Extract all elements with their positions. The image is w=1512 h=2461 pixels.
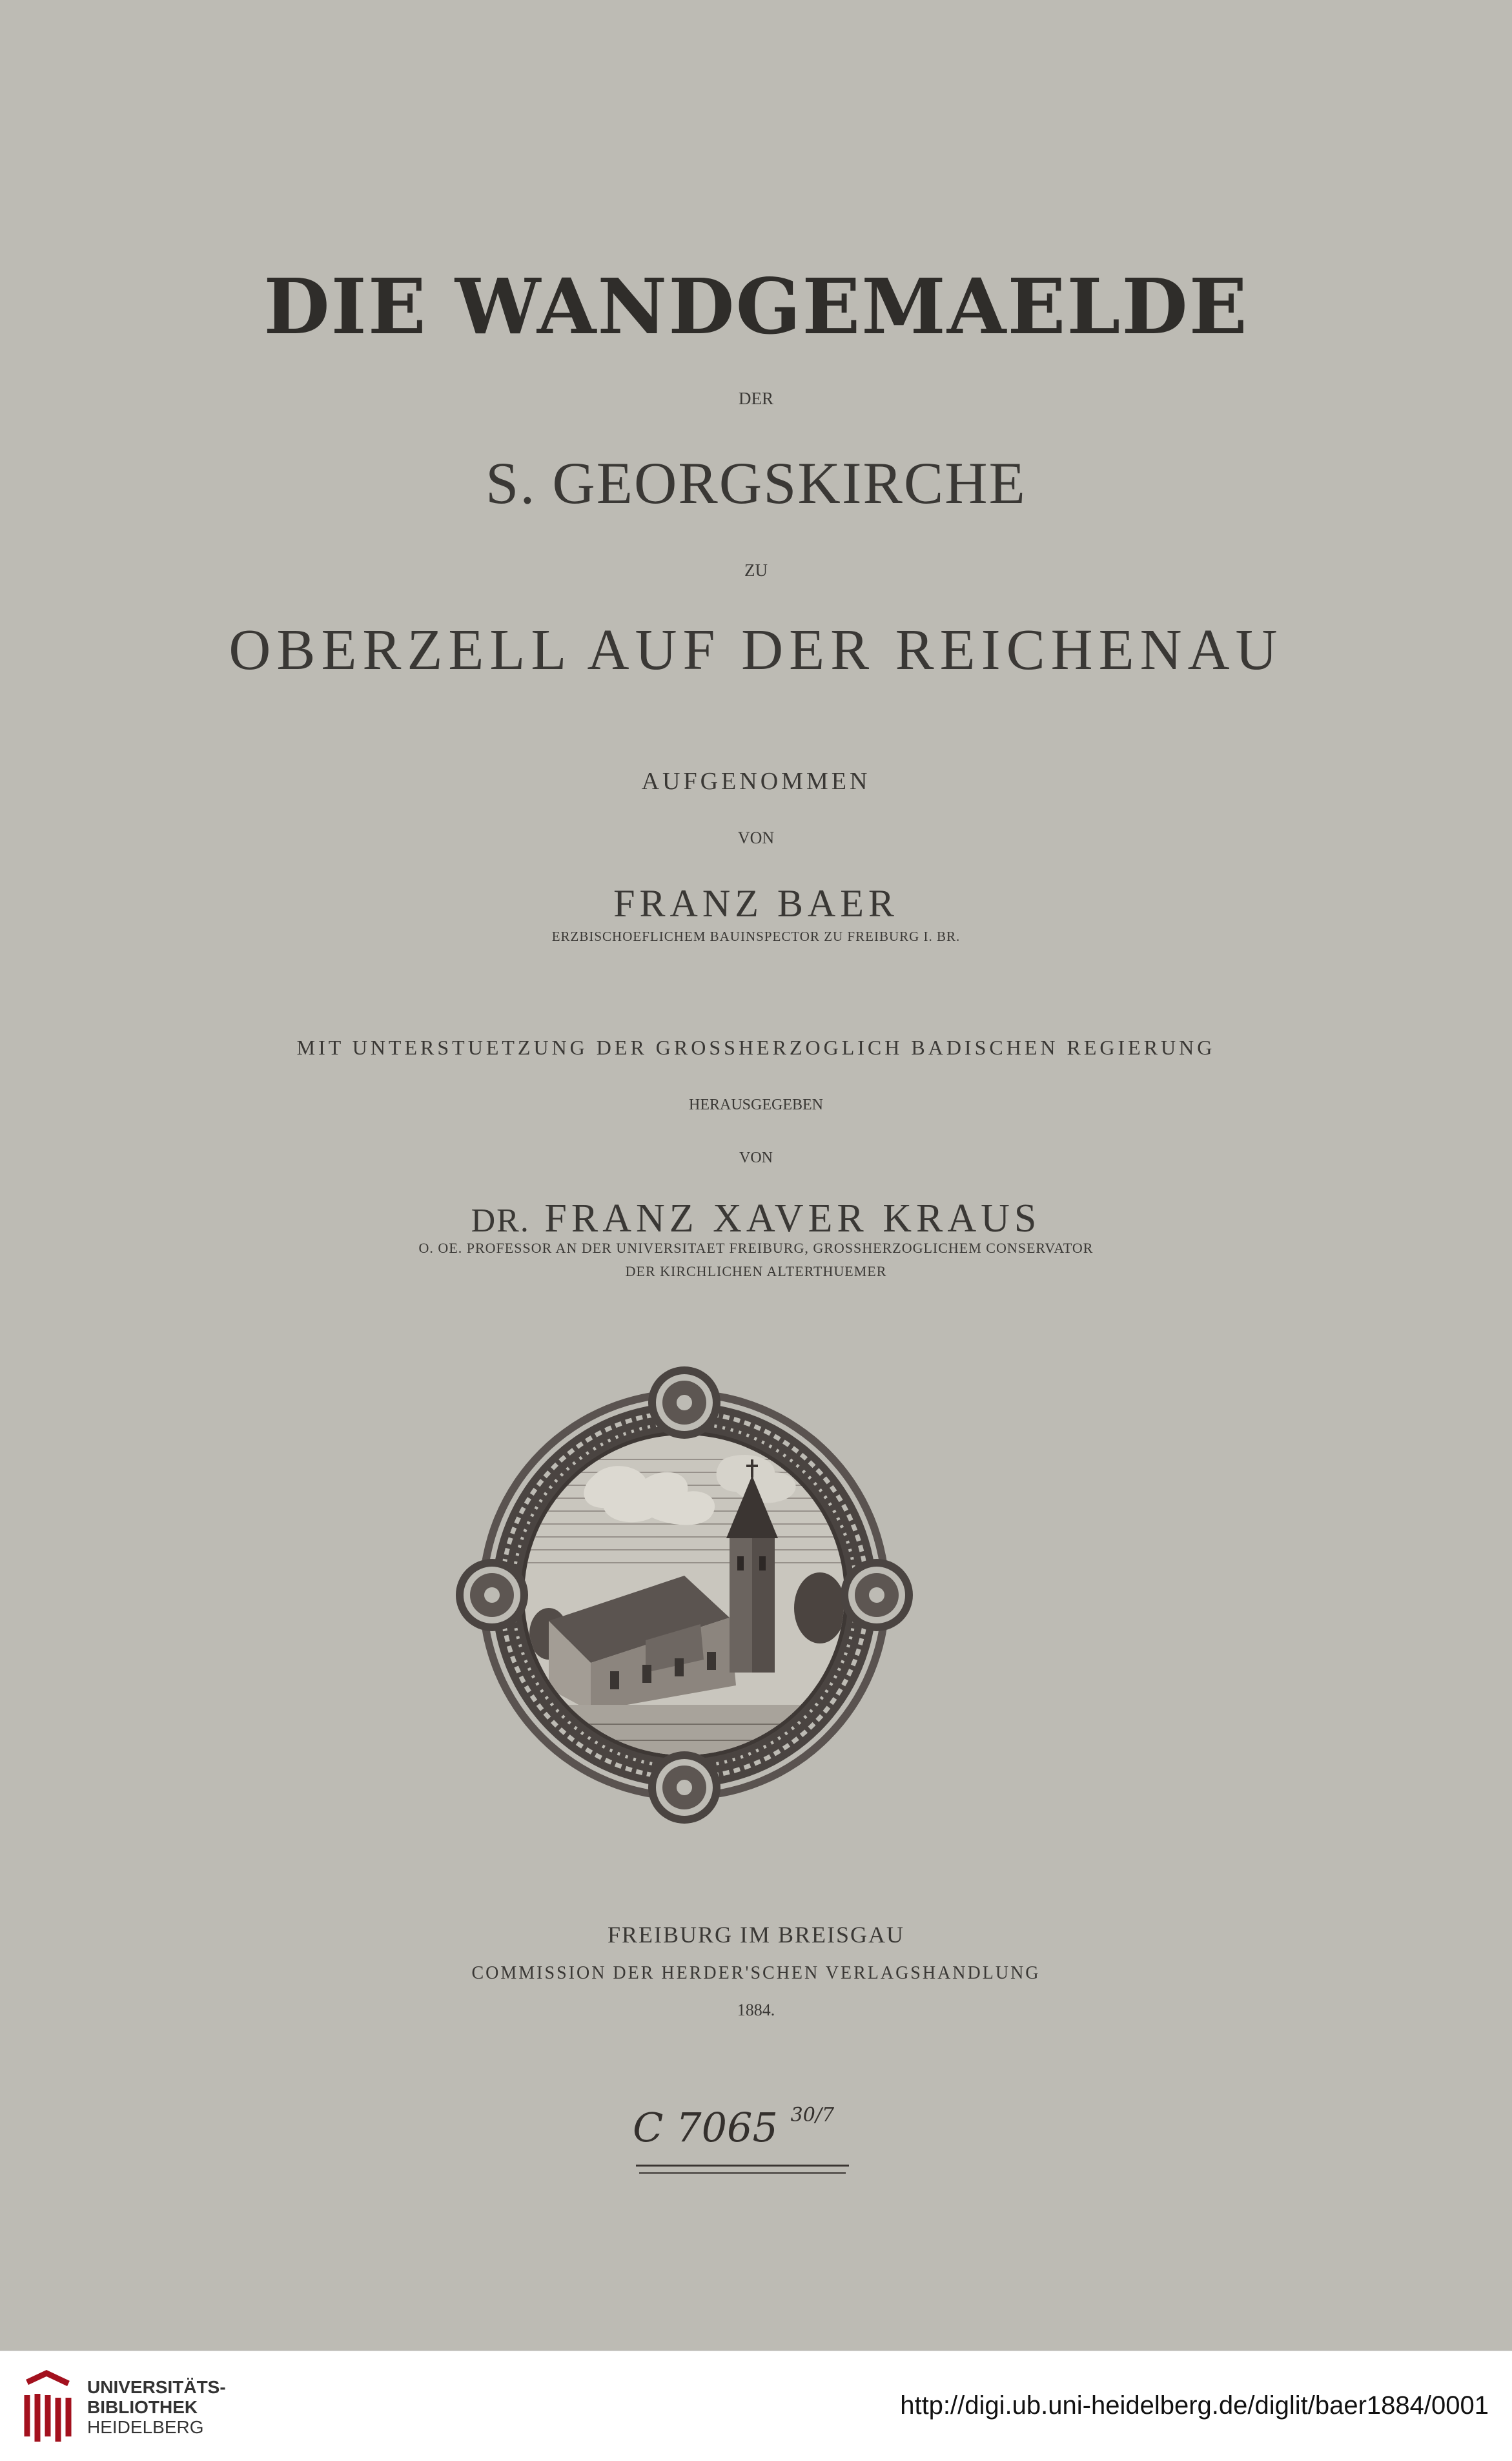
editor-prefix: DR. — [471, 1202, 530, 1239]
place-name: OBERZELL AUF DER REICHENAU — [229, 618, 1283, 682]
rosette-bottom — [648, 1751, 720, 1824]
church-vignette — [452, 1363, 917, 1828]
title-der: DER — [739, 389, 773, 408]
editor-line — [0, 1196, 1512, 1242]
rosette-left — [456, 1559, 528, 1631]
shelfmark-number: C 7065 — [633, 2104, 778, 2151]
publisher: COMMISSION DER HERDER'SCHEN VERLAGSHANDLUNG — [471, 1963, 1041, 1983]
rosette-top — [648, 1366, 720, 1439]
author-title: ERZBISCHOEFLICHEM BAUINSPECTOR ZU FREIBURG I. BR. — [551, 929, 961, 944]
aufgenommen: AUFGENOMMEN — [641, 768, 871, 795]
rosette-right — [841, 1559, 913, 1631]
von-2: VON — [739, 1149, 773, 1166]
library-name — [87, 2377, 226, 2437]
permalink-url[interactable]: http://digi.ub.uni-heidelberg.de/diglit/baer1884/0001 — [900, 2391, 1489, 2420]
library-line-1: UNIVERSITÄTS- — [87, 2377, 226, 2397]
publication-year: 1884. — [737, 2001, 775, 2019]
support-line: MIT UNTERSTUETZUNG DER GROSSHERZOGLICH BADISCHEN REGIERUNG — [296, 1036, 1216, 1059]
editor-name: FRANZ XAVER KRAUS — [544, 1197, 1041, 1241]
shelfmark-underline — [636, 2165, 849, 2167]
library-line-3: HEIDELBERG — [87, 2417, 204, 2437]
shelfmark-fraction: 30/7 — [790, 2104, 835, 2126]
editor-title-2: DER KIRCHLICHEN ALTERTHUEMER — [625, 1263, 887, 1279]
library-footer — [0, 2351, 1512, 2461]
publication-city: FREIBURG IM BREISGAU — [607, 1922, 905, 1948]
author-name: FRANZ BAER — [613, 882, 899, 925]
herausgegeben: HERAUSGEGEBEN — [689, 1097, 823, 1113]
von-1: VON — [737, 829, 775, 847]
book-title: DIE WANDGEMAELDE — [263, 262, 1249, 351]
library-line-2: BIBLIOTHEK — [87, 2397, 198, 2417]
shelfmark-underline-2 — [639, 2172, 846, 2174]
shelfmark — [633, 2104, 834, 2151]
editor-title-1: O. OE. PROFESSOR AN DER UNIVERSITAET FREIBURG, GROSSHERZOGLICHEM CONSERVATOR — [418, 1240, 1094, 1256]
title-zu: ZU — [744, 561, 768, 580]
church-name: S. GEORGSKIRCHE — [485, 450, 1027, 516]
ub-heidelberg-logo-icon — [19, 2369, 76, 2446]
